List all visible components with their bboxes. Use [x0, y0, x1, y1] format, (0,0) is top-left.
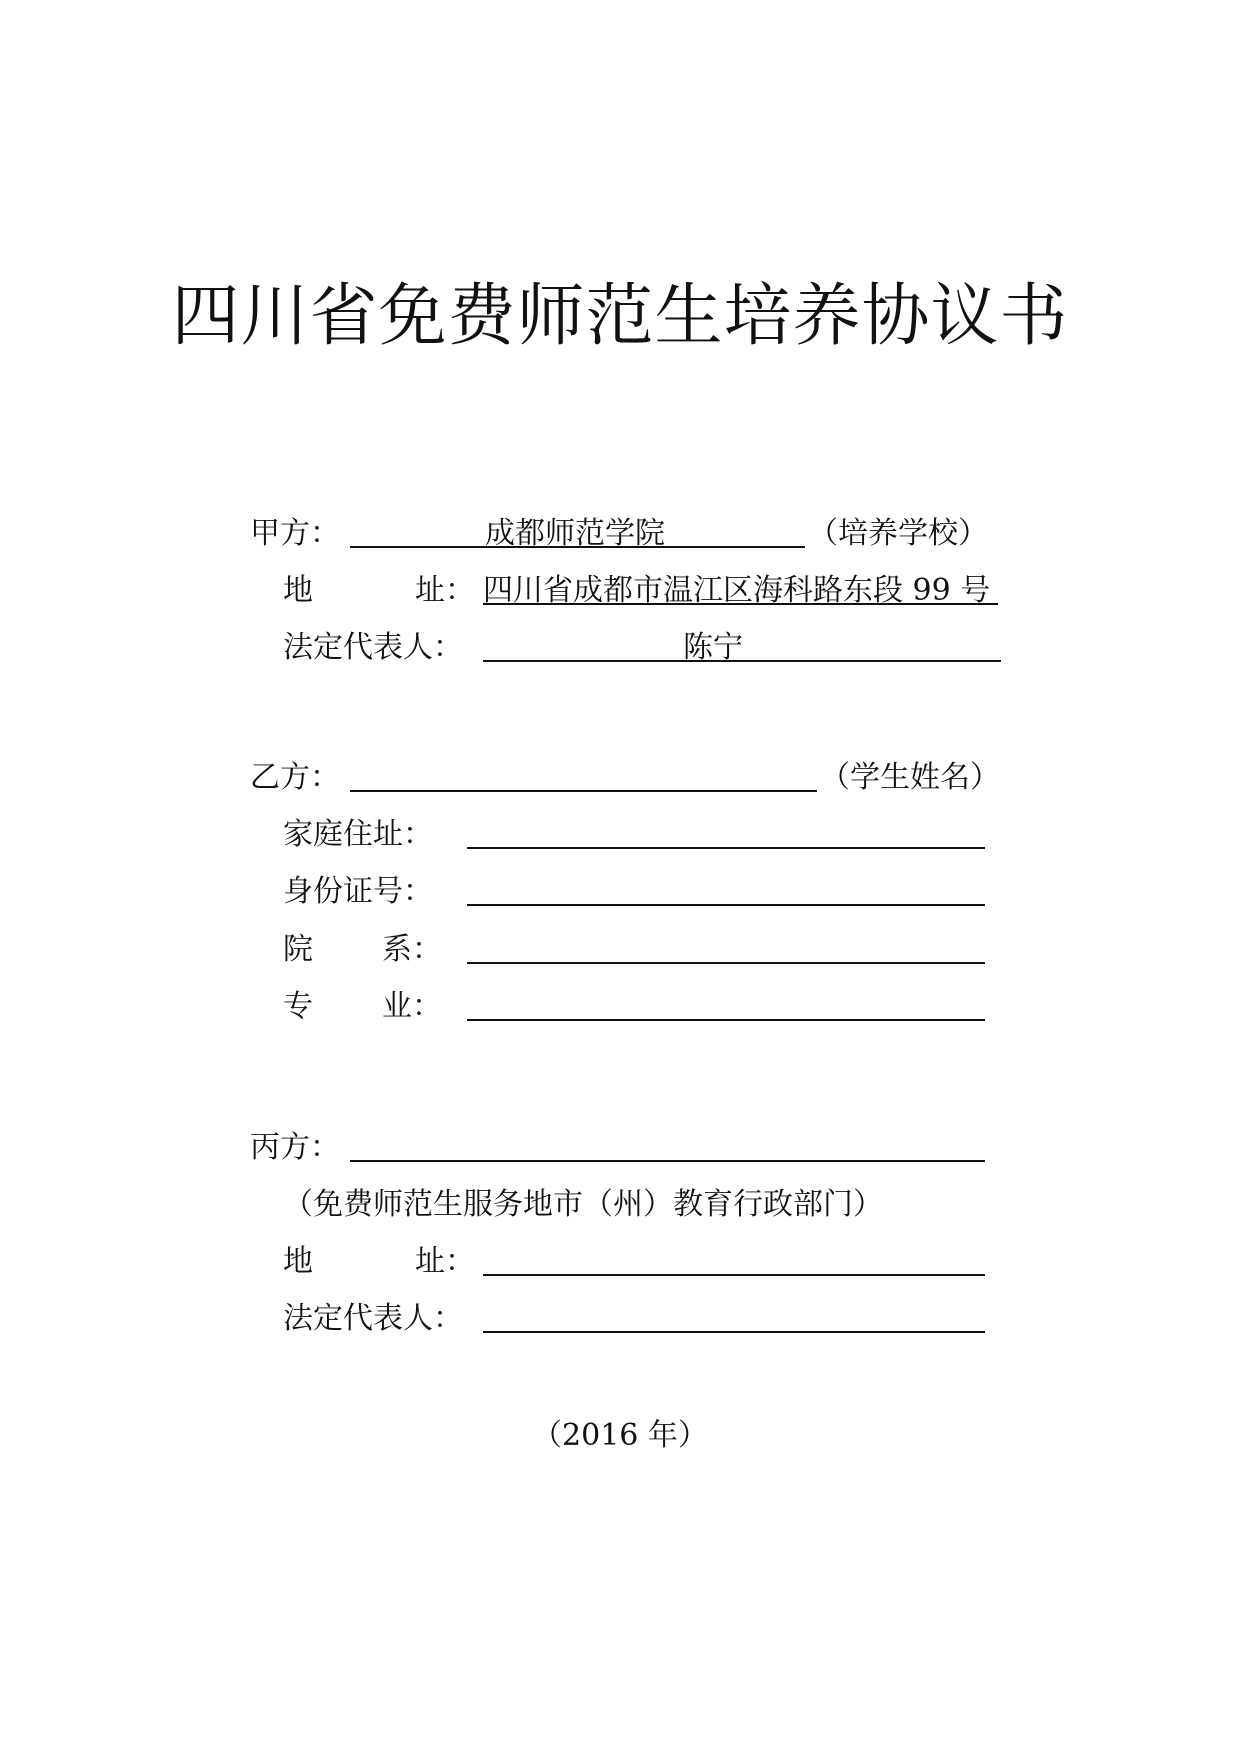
document-year: （2016 年）: [532, 1418, 708, 1453]
party-a-address-label-2: 址：: [415, 573, 475, 608]
party-b-name-note: （学生姓名）: [820, 760, 1000, 795]
party-b-id-label: 身份证号：: [283, 874, 433, 909]
party-a-name-note: （培养学校）: [808, 516, 988, 551]
party-b-major-label-2: 业：: [382, 989, 442, 1024]
party-c-address-label-1: 地: [283, 1244, 313, 1279]
party-b-major-field[interactable]: [467, 1019, 985, 1021]
party-a-rep-value: 陈宁: [683, 630, 743, 665]
party-b-id-field[interactable]: [467, 904, 985, 906]
party-b-dept-field[interactable]: [467, 962, 985, 964]
party-a-label: 甲方：: [250, 516, 340, 551]
party-b-name-field[interactable]: [350, 790, 817, 792]
party-a-rep-label: 法定代表人：: [283, 630, 463, 665]
party-c-name-field[interactable]: [350, 1160, 985, 1162]
party-c-rep-label: 法定代表人：: [283, 1301, 463, 1336]
document-title: 四川省免费师范生培养协议书: [171, 277, 1069, 356]
party-c-label: 丙方：: [250, 1130, 340, 1165]
party-b-home-field[interactable]: [467, 847, 985, 849]
party-c-address-field[interactable]: [483, 1274, 985, 1276]
party-a-address-value: 四川省成都市温江区海科路东段 99 号: [483, 573, 991, 608]
party-c-note: （免费师范生服务地市（州）教育行政部门）: [283, 1187, 883, 1222]
party-b-major-label-1: 专: [283, 989, 313, 1024]
party-a-address-label-1: 地: [283, 573, 313, 608]
party-b-label: 乙方：: [250, 760, 340, 795]
party-c-rep-field[interactable]: [483, 1331, 985, 1333]
party-c-address-label-2: 址：: [415, 1244, 475, 1279]
party-b-home-label: 家庭住址：: [283, 817, 433, 852]
party-b-dept-label-1: 院: [283, 932, 313, 967]
party-a-name-value: 成都师范学院: [485, 516, 665, 551]
party-b-dept-label-2: 系：: [382, 932, 442, 967]
